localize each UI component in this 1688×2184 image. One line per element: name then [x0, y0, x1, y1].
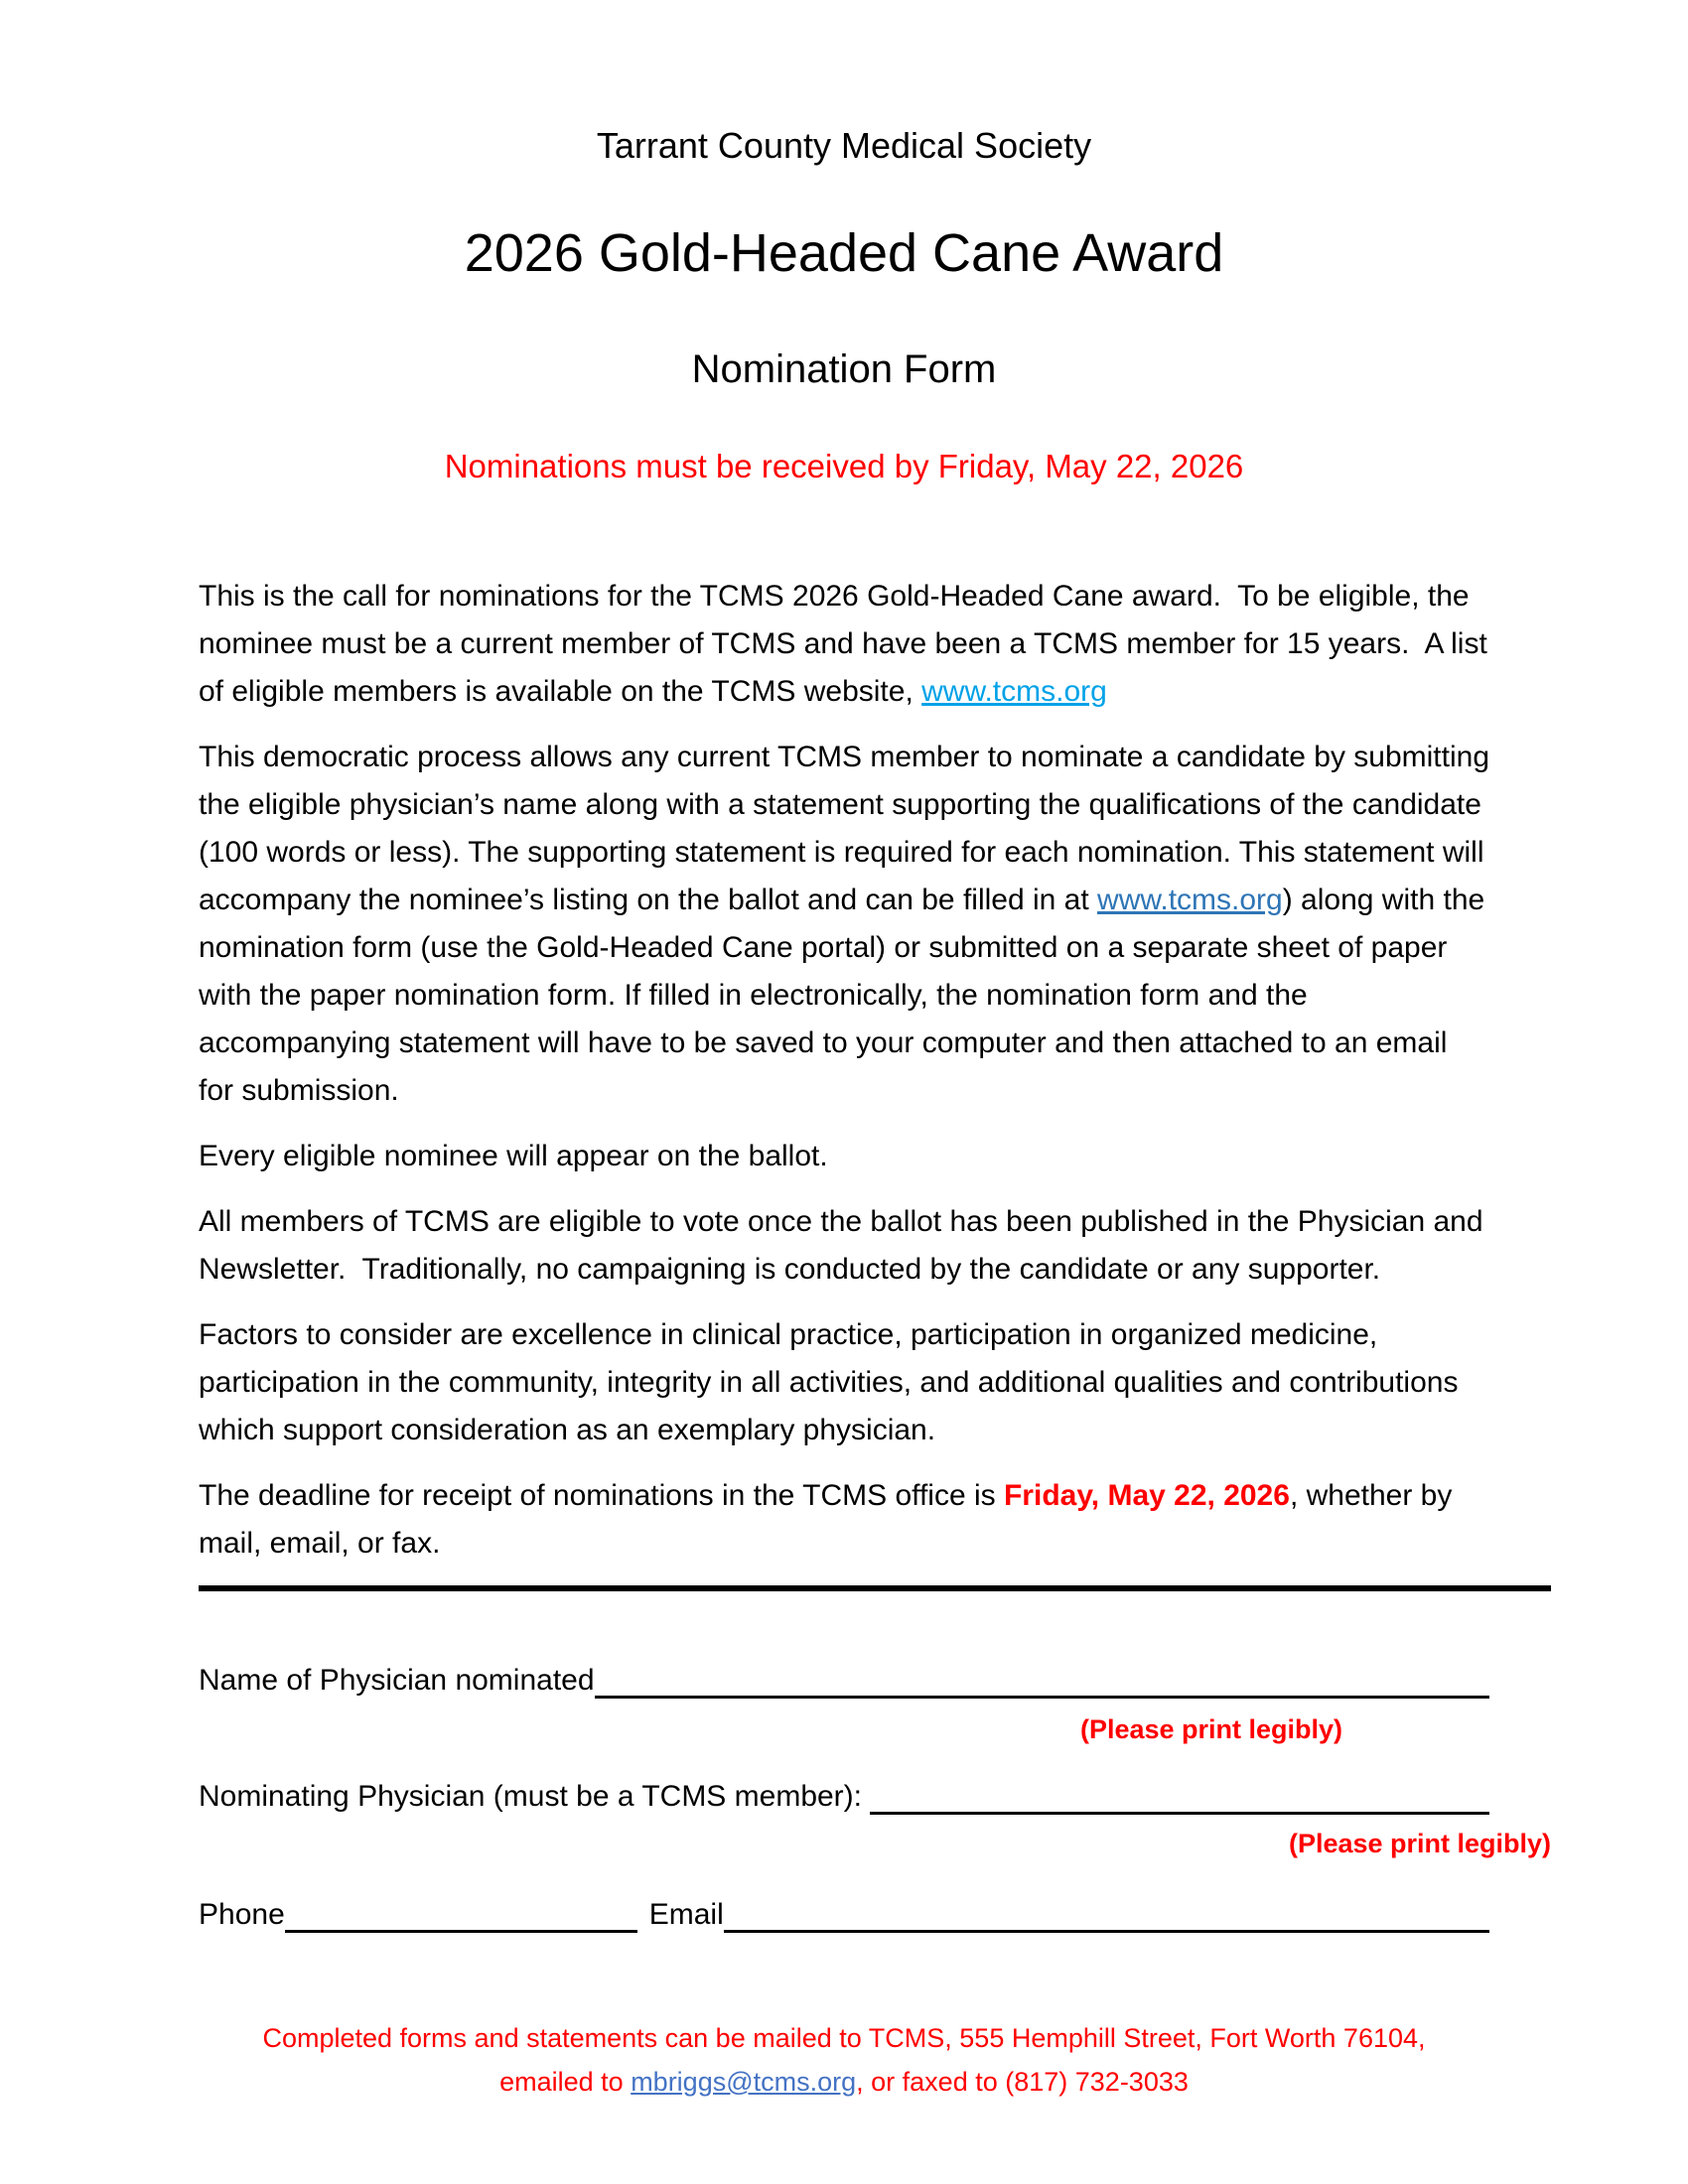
link-www-tcms-org[interactable]: www.tcms.org — [921, 675, 1107, 708]
phone-field[interactable] — [285, 1897, 637, 1933]
print-legibly-note: (Please print legibly) — [1288, 1829, 1552, 1858]
nominating-physician-label: Nominating Physician (must be a TCMS member): — [199, 1780, 871, 1813]
nomination-form-section — [199, 1663, 1552, 1933]
text-segment: ) along with the nomination form (use the Gold-Headed Cane portal) or submitted on a separate sheet of paper with the paper nomination form. If filled in electronically, the nomination form and the accompanying statement will have to be saved to your computer and then attached to an email for submission. — [199, 884, 1493, 1107]
text-segment: This democratic process allows any current TCMS member to nominate a candidate by submitting the eligible physician’s name along with a statement supporting the qualifications of the candidate (100 words or less). The supporting statement is required for each nomination. This statement will accompany the nominee’s listing on the ballot and can be filled in at — [199, 741, 1498, 916]
phone-email-row — [199, 1897, 1489, 1933]
deadline-banner: Nominations must be received by Friday, May 22, 2026 — [444, 448, 1244, 484]
award-title: 2026 Gold-Headed Cane Award — [464, 223, 1224, 283]
text-segment: All members of TCMS are eligible to vote once the ballot has been published in the Physician and Newsletter. Traditionally, no campaigning is conducted by the candidate or any supporter. — [199, 1205, 1491, 1286]
submission-instructions-text — [228, 2016, 1460, 2104]
submission-instructions — [199, 2016, 1489, 2104]
document-header — [199, 0, 1489, 485]
paragraph-factors-to-consider — [199, 1311, 1489, 1454]
text-segment: Every eligible nominee will appear on the ballot. — [199, 1140, 828, 1172]
paragraph-ballot-appearance — [199, 1133, 1489, 1180]
text-segment: Factors to consider are excellence in clinical practice, participation in organized medicine, participation in the community, integrity in all activities, and additional qualities and contributions which support consideration as an exemplary physician. — [199, 1318, 1467, 1446]
print-legibly-note: (Please print legibly) — [1079, 1714, 1343, 1744]
body-text — [199, 573, 1498, 1591]
email-label: Email — [648, 1898, 724, 1931]
nominated-physician-name-field[interactable] — [595, 1663, 1489, 1699]
paragraph-democratic-process — [199, 734, 1498, 1115]
text-segment: Friday, May 22, 2026 — [1003, 1479, 1290, 1512]
nominated-physician-row — [199, 1663, 1489, 1699]
paragraph-deadline — [199, 1472, 1489, 1568]
email-field[interactable] — [724, 1897, 1489, 1933]
text-segment: , whether by mail, email, or fax. — [199, 1479, 1461, 1560]
text-segment: This is the call for nominations for the TCMS 2026 Gold-Headed Cane award. To be eligible, the nominee must be a current member of TCMS and have been a TCMS member for 15 years. A list of eligible members is available on the TCMS website, — [199, 580, 1496, 708]
nominating-physician-row — [199, 1779, 1489, 1815]
nominating-physician-name-field[interactable] — [870, 1779, 1489, 1815]
link-mbriggs-tcms-org[interactable]: mbriggs@tcms.org — [631, 2067, 857, 2097]
text-segment: , or faxed to (817) 732-3033 — [856, 2067, 1189, 2097]
phone-label: Phone — [199, 1898, 285, 1931]
form-title: Nomination Form — [691, 347, 997, 391]
link-www-tcms-org[interactable]: www.tcms.org — [1097, 884, 1283, 916]
organization-name: Tarrant County Medical Society — [596, 125, 1092, 166]
text-segment: Completed forms and statements can be mailed to TCMS, 555 Hemphill Street, Fort Worth 76104, emailed to — [262, 2023, 1426, 2097]
text-segment: The deadline for receipt of nominations in the TCMS office is — [199, 1479, 1004, 1512]
paragraph-voting-eligibility — [199, 1198, 1489, 1294]
paragraph-call-for-nominations — [199, 573, 1496, 716]
nominated-physician-label: Name of Physician nominated — [199, 1664, 595, 1697]
section-divider — [199, 1585, 1551, 1591]
